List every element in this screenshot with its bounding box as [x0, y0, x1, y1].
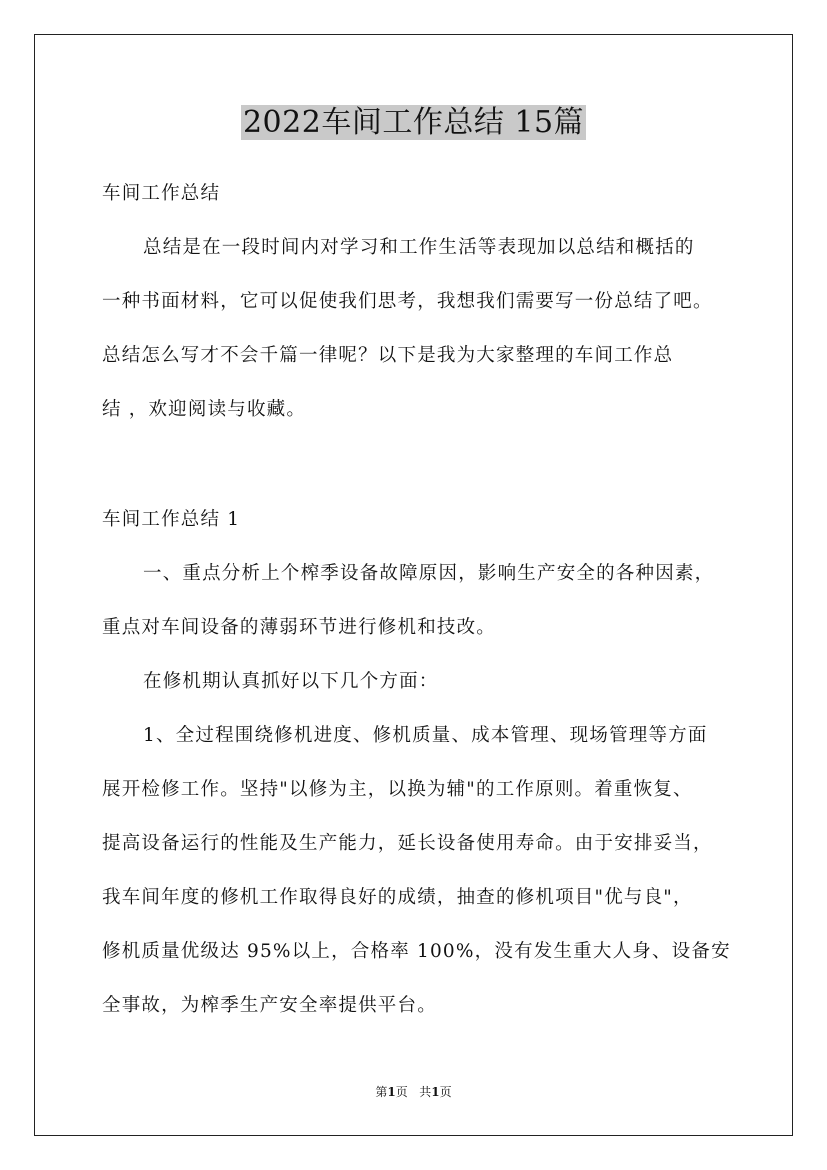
body-line-9: 全事故，为榨季生产安全率提供平台。 [102, 995, 437, 1016]
footer-page-suffix: 页 [395, 1085, 408, 1099]
section-heading-summary: 车间工作总结 [102, 183, 221, 204]
body-line-1: 一、重点分析上个榨季设备故障原因，影响生产安全的各种因素， [143, 563, 715, 584]
body-line-4: 1、全过程围绕修机进度、修机质量、成本管理、现场管理等方面 [143, 725, 708, 746]
footer-total-prefix: 共 [419, 1085, 432, 1099]
intro-line-3: 总结怎么写才不会千篇一律呢？以下是我为大家整理的车间工作总 [102, 345, 674, 366]
body-line-2: 重点对车间设备的薄弱环节进行修机和技改。 [102, 617, 497, 638]
footer-page-number: 1 [387, 1085, 396, 1099]
footer-total-number: 1 [431, 1085, 440, 1099]
document-title-text: 2022车间工作总结 15篇 [242, 105, 585, 140]
footer-page-prefix: 第 [375, 1085, 388, 1099]
body-line-8: 修机质量优级达 95%以上，合格率 100%，没有发生重大人身、设备安 [102, 941, 731, 962]
body-line-7: 我车间年度的修机工作取得良好的成绩，抽查的修机项目"优与良"， [102, 887, 693, 908]
intro-line-1: 总结是在一段时间内对学习和工作生活等表现加以总结和概括的 [143, 237, 695, 258]
page-footer [0, 1084, 827, 1100]
body-line-3: 在修机期认真抓好以下几个方面： [143, 671, 439, 692]
intro-line-4: 结 ，欢迎阅读与收藏。 [102, 399, 307, 420]
intro-line-2: 一种书面材料，它可以促使我们思考，我想我们需要写一份总结了吧。 [102, 291, 713, 312]
footer-total-suffix: 页 [439, 1085, 452, 1099]
section-heading-summary-1: 车间工作总结 1 [102, 509, 241, 530]
body-line-6: 提高设备运行的性能及生产能力，延长设备使用寿命。由于安排妥当， [102, 833, 713, 854]
document-title [0, 103, 827, 143]
body-line-5: 展开检修工作。坚持"以修为主，以换为辅"的工作原则。着重恢复、 [102, 779, 693, 800]
